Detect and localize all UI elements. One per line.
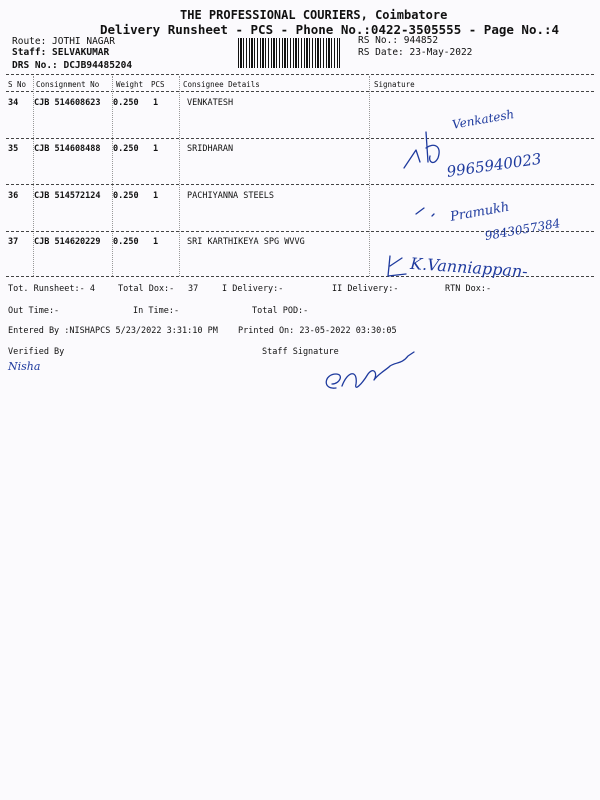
- barcode: [238, 38, 340, 68]
- svg-text:9843057384: 9843057384: [483, 216, 562, 244]
- drs-number: DRS No.: DCJB94485204: [12, 60, 133, 71]
- total-dox-value: 37: [188, 284, 199, 294]
- row-consignee: SRI KARTHIKEYA SPG WVVG: [187, 237, 305, 247]
- row-consignment: CJB 514608488: [34, 144, 101, 154]
- out-time-label: Out Time:-: [8, 306, 60, 316]
- row-consignment: CJB 514572124: [34, 191, 101, 201]
- col-consignment-header: Consignment No: [36, 80, 100, 89]
- i-delivery-label: I Delivery:-: [222, 284, 284, 294]
- staff-signature-label: Staff Signature: [262, 347, 339, 357]
- row-separator: [6, 184, 594, 185]
- svg-text:Nisha: Nisha: [8, 360, 41, 373]
- company-title: THE PROFESSIONAL COURIERS, Coimbatore: [180, 8, 448, 22]
- row-consignee: SRIDHARAN: [187, 144, 234, 154]
- svg-text:K.Vanniappan-: K.Vanniappan-: [409, 253, 529, 282]
- row-pcs: 1: [153, 191, 159, 201]
- staff-signature: [318, 344, 428, 404]
- row-pcs: 1: [153, 144, 159, 154]
- column-divider: [369, 76, 370, 276]
- verified-by-label: Verified By: [8, 347, 65, 357]
- col-sno-header: S No: [8, 80, 27, 89]
- svg-text:Pramukh: Pramukh: [449, 199, 511, 225]
- row-weight: 0.250: [113, 98, 139, 108]
- row-consignee: VENKATESH: [187, 98, 234, 108]
- in-time-label: In Time:-: [133, 306, 180, 316]
- route-label: Route: JOTHI NAGAR: [12, 36, 115, 47]
- row-weight: 0.250: [113, 191, 139, 201]
- row-sno: 36: [8, 191, 19, 201]
- column-divider: [179, 76, 180, 276]
- row-consignment: CJB 514608623: [34, 98, 101, 108]
- row-weight: 0.250: [113, 144, 139, 154]
- svg-text:9965940023: 9965940023: [445, 149, 543, 181]
- row-sno: 34: [8, 98, 19, 108]
- row-consignee: PACHIYANNA STEELS: [187, 191, 274, 201]
- runsheet-subtitle: Delivery Runsheet - PCS - Phone No.:0422-3505555 - Page No.:4: [100, 22, 560, 37]
- col-pcs-header: PCS: [151, 80, 165, 89]
- row-pcs: 1: [153, 237, 159, 247]
- signature-row36: [410, 192, 590, 242]
- ii-delivery-label: II Delivery:-: [332, 284, 399, 294]
- row-consignment: CJB 514620229: [34, 237, 101, 247]
- total-dox-label: Total Dox:-: [118, 284, 175, 294]
- col-signature-header: Signature: [374, 80, 415, 89]
- row-pcs: 1: [153, 98, 159, 108]
- header-rule-bottom: [6, 91, 594, 92]
- row-sno: 35: [8, 144, 19, 154]
- row-sno: 37: [8, 237, 19, 247]
- total-runsheet: Tot. Runsheet:- 4: [8, 284, 95, 294]
- rs-date: RS Date: 23-May-2022: [358, 47, 473, 58]
- printed-on: Printed On: 23-05-2022 03:30:05: [238, 326, 397, 336]
- total-pod-label: Total POD:-: [252, 306, 309, 316]
- staff-label: Staff: SELVAKUMAR: [12, 47, 110, 58]
- svg-text:Venkatesh: Venkatesh: [451, 107, 516, 132]
- row-weight: 0.250: [113, 237, 139, 247]
- entered-by: Entered By :NISHAPCS 5/23/2022 3:31:10 PM: [8, 326, 218, 336]
- col-weight-header: Weight: [116, 80, 144, 89]
- rtn-dox-label: RTN Dox:-: [445, 284, 492, 294]
- verified-signature: [6, 356, 86, 378]
- signature-row37: [384, 246, 584, 286]
- rs-number: RS No.: 944852: [358, 35, 439, 46]
- col-consignee-header: Consignee Details: [183, 80, 260, 89]
- signature-row35-phone: [440, 138, 590, 184]
- header-rule-top: [6, 74, 594, 75]
